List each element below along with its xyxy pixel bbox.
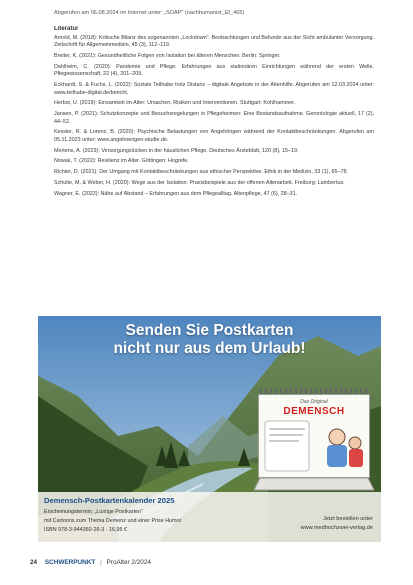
page-footer	[30, 559, 390, 566]
reference-item: Herbst, U. (2019): Einsamkeit im Alter: Ursachen, Risiken und Interventionen. Stuttgart: Kohlhammer.	[54, 100, 296, 107]
reference-item: Kessler, R. & Lorenz, B. (2020): Psychische Belastungen von Angehörigen während der Kontaktbeschränkungen. Abgerufen am 05.11.2023 unter: www.angehoerigen-studie.de.	[54, 129, 374, 143]
product-title: Demensch-Postkartenkalender 2025	[44, 496, 175, 505]
desk-calendar-product	[250, 386, 378, 494]
reference-item: Eckhardt, S. & Fuchs, L. (2022): Soziale Teilhabe trotz Distanz – digitale Angebote in der Altenhilfe. Abgerufen am 12.03.2024 unter: www.teilhabe-digital.de/bericht.	[54, 82, 374, 96]
reference-item: Jansen, P. (2021): Schutzkonzepte und Besuchsregelungen in Pflegeheimen: Eine Bestandsaufnahme. Gerontologie aktuell, 17 (2), 44–52.	[54, 111, 374, 125]
reference-item: Dahlheim, C. (2020): Pandemie und Pflege: Erfahrungen aus stationären Einrichtungen während der ersten Welle. Pflegewissenschaft, 22 (4), 201–209.	[54, 64, 374, 78]
source-note: Abgerufen am 06.08.2024 im Internet unter: „SOAP“ (nachhumanist_Ef_465)	[54, 10, 245, 16]
footer-separator: |	[100, 559, 102, 566]
reference-item: Nowak, T. (2022): Resilienz im Alter. Göttingen: Hogrefe.	[54, 158, 189, 165]
section-label: SCHWERPUNKT	[44, 559, 96, 566]
page-number: 24	[30, 559, 38, 566]
product-line-2: mit Cartoons zum Thema Demenz und einer Prise Humor	[44, 518, 182, 524]
reference-item: Arnold, M. (2018): Kritische Bilanz des sogenannten „Lockdown“: Beobachtungen und Befunde aus der Sicht ambulanter Versorgung. Zeitschrift für Allgemeinmedizin, 45 (3), 112–119.	[54, 35, 374, 49]
headline-line-2: nicht nur aus dem Urlaub!	[113, 340, 306, 357]
references-column	[54, 26, 374, 306]
section-title: Literatur	[54, 26, 79, 32]
cartoon-illustration	[259, 417, 369, 477]
issue-label: ProAlter 2/2024	[106, 559, 151, 566]
order-url-link[interactable]: www.medhochzwei-verlag.de	[300, 525, 373, 531]
headline-line-1: Senden Sie Postkarten	[125, 322, 294, 339]
ad-headline	[38, 322, 381, 358]
reference-item: Breiter, K. (2021): Gesundheitliche Folgen von Isolation bei älteren Menschen. Berlin: Springer.	[54, 53, 281, 60]
product-line-1: Erscheinungstermin: „Lustige Postkarten“	[44, 509, 143, 515]
reference-item: Richter, D. (2021): Der Umgang mit Kontaktbeschränkungen aus ethischer Perspektive. Ethik in der Medizin, 33 (1), 65–78.	[54, 169, 348, 176]
ad-info-band	[38, 492, 381, 542]
reference-item: Mertens, A. (2023): Versorgungslücken in der häuslichen Pflege. Deutsches Ärzteblatt, 120 (8), 15–19.	[54, 147, 299, 154]
calendar-brand-logo: DEMENSCH	[283, 406, 345, 417]
order-label: Jetzt bestellen unter	[322, 516, 373, 522]
postcard-calendar-ad	[38, 316, 381, 542]
product-isbn: ISBN 978-3-944360-26-3 · 16,95 €	[44, 527, 128, 533]
calendar-page	[258, 394, 370, 478]
reference-item: Schulte, M. & Weber, H. (2020): Wege aus der Isolation: Praxisbeispiele aus der offenen Altenarbeit. Freiburg: Lambertus.	[54, 180, 345, 186]
reference-item: Wagner, E. (2022): Nähe auf Abstand – Erfahrungen aus dem Pflegealltag. Altenpflege, 47 (6), 28–31.	[54, 190, 298, 197]
calendar-subtitle: Das Original	[300, 399, 328, 405]
